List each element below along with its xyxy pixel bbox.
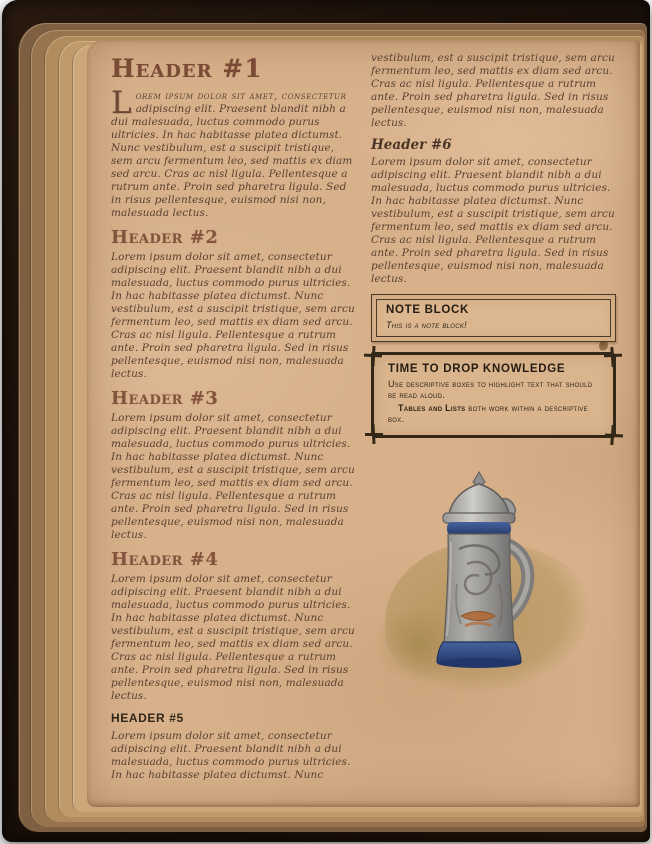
paragraph: Lorem ipsum dolor sit amet, consectetur adipiscing elit. Praesent blandit nibh a dui malesuada, luctus commodo purus ultricies. In hac habitasse platea dictumst. Nunc vestibulum, est a suscipit tristique, sem arcu fermentum leo, sed mattis ex diam sed arcu. Cras ac nisl ligula. Pellentesque a rutrum ante. Proin sed pharetra ligula. Sed in risus pellentesque, euismod nisi non, malesuada lectus.	[111, 251, 355, 380]
page-content	[111, 52, 616, 790]
descriptive-box-paragraph-2	[388, 403, 601, 425]
corner-stroke-decoration	[364, 354, 382, 358]
note-block-body: This is a note block!	[386, 320, 467, 330]
corner-stroke-decoration	[605, 434, 623, 438]
beer-stein-image	[399, 464, 569, 686]
descriptive-box-paragraph-1: Use descriptive boxes to highlight text that should be read aloud.	[388, 379, 593, 400]
paragraph-text: both work within a descriptive box.	[388, 403, 588, 424]
section-header-5: HEADER #5	[111, 711, 184, 725]
stein-body	[444, 534, 514, 644]
stein-lid	[449, 484, 509, 514]
descriptive-box-title: TIME TO DROP KNOWLEDGE	[388, 363, 566, 375]
section-header-4: Header #4	[111, 549, 219, 570]
parchment-page	[87, 40, 640, 807]
drop-cap-letter: L	[111, 85, 132, 121]
paragraph-dropcap	[111, 85, 356, 220]
left-column	[111, 52, 356, 790]
right-column	[371, 52, 616, 790]
paragraph-continued: vestibulum, est a suscipit tristique, sem arcu fermentum leo, sed mattis ex diam sed arcu. Cras ac nisl ligula. Pellentesque a rutrum ante. Proin sed pharetra ligula. Sed in risus pellentesque, euismod nisi non, malesuada lectus.	[371, 52, 615, 129]
paragraph: Lorem ipsum dolor sit amet, consectetur adipiscing elit. Praesent blandit nibh a dui malesuada, luctus commodo purus ultricies. In hac habitasse platea dictumst. Nunc vestibulum, est a suscipit tristique, sem arcu fermentum leo, sed mattis ex diam sed arcu. Cras ac nisl ligula. Pellentesque a rutrum ante. Proin sed pharetra ligula. Sed in risus pellentesque, euismod nisi non, malesuada lectus.	[371, 156, 615, 285]
section-header-2: Header #2	[111, 227, 219, 248]
stein-illustration-area	[399, 464, 589, 689]
paragraph: Lorem ipsum dolor sit amet, consectetur adipiscing elit. Praesent blandit nibh a dui malesuada, luctus commodo purus ultricies. In hac habitasse platea dictumst. Nunc vestibulum, est a suscipit tristique, sem arcu fermentum leo, sed mattis ex diam sed arcu. Cras ac nisl ligula. Pellentesque a rutrum ante. Proin sed pharetra ligula. Sed in risus pellentesque, euismod nisi non, malesuada lectus.	[111, 573, 355, 702]
descriptive-box	[371, 352, 616, 438]
paragraph: Lorem ipsum dolor sit amet, consectetur adipiscing elit. Praesent blandit nibh a dui malesuada, luctus commodo purus ultricies. In hac habitasse platea dictumst. Nunc vestibulum, est a suscipit tristique, sem arcu fermentum leo, sed mattis ex diam sed arcu. Cras ac nisl ligula. Pellentesque a rutrum ante. Proin sed pharetra ligula. Sed in risus pellentesque, euismod nisi non, malesuada lectus.	[111, 412, 355, 541]
section-header-6: Header #6	[371, 137, 452, 153]
note-block	[371, 294, 616, 342]
stein-base-rim	[437, 658, 521, 668]
paragraph: Lorem ipsum dolor sit amet, consectetur adipiscing elit. Praesent blandit nibh a dui malesuada, luctus commodo purus ultricies. In hac habitasse platea dictumst. Nunc	[111, 730, 351, 781]
corner-stroke-decoration	[604, 354, 622, 358]
section-header-3: Header #3	[111, 388, 219, 409]
lead-line: orem ipsum dolor sit amet, consectetur	[135, 90, 347, 102]
section-header-1: Header #1	[111, 54, 263, 83]
paragraph-text: adipiscing elit. Praesent blandit nibh a dui malesuada, luctus commodo purus ultricies. In hac habitasse platea dictumst. Nunc vestibulum, est a suscipit tristique, sem arcu fermentum leo, sed mattis ex diam sed arcu. Cras ac nisl ligula. Pellentesque a rutrum ante. Proin sed pharetra ligula. Sed in risus pellentesque, euismod nisi non, malesuada lectus.	[111, 103, 353, 219]
stein-neck-band	[447, 522, 511, 535]
corner-stroke-decoration	[365, 433, 383, 436]
bold-lead-text: Tables and Lists	[398, 403, 466, 413]
note-block-title: NOTE BLOCK	[386, 304, 470, 316]
